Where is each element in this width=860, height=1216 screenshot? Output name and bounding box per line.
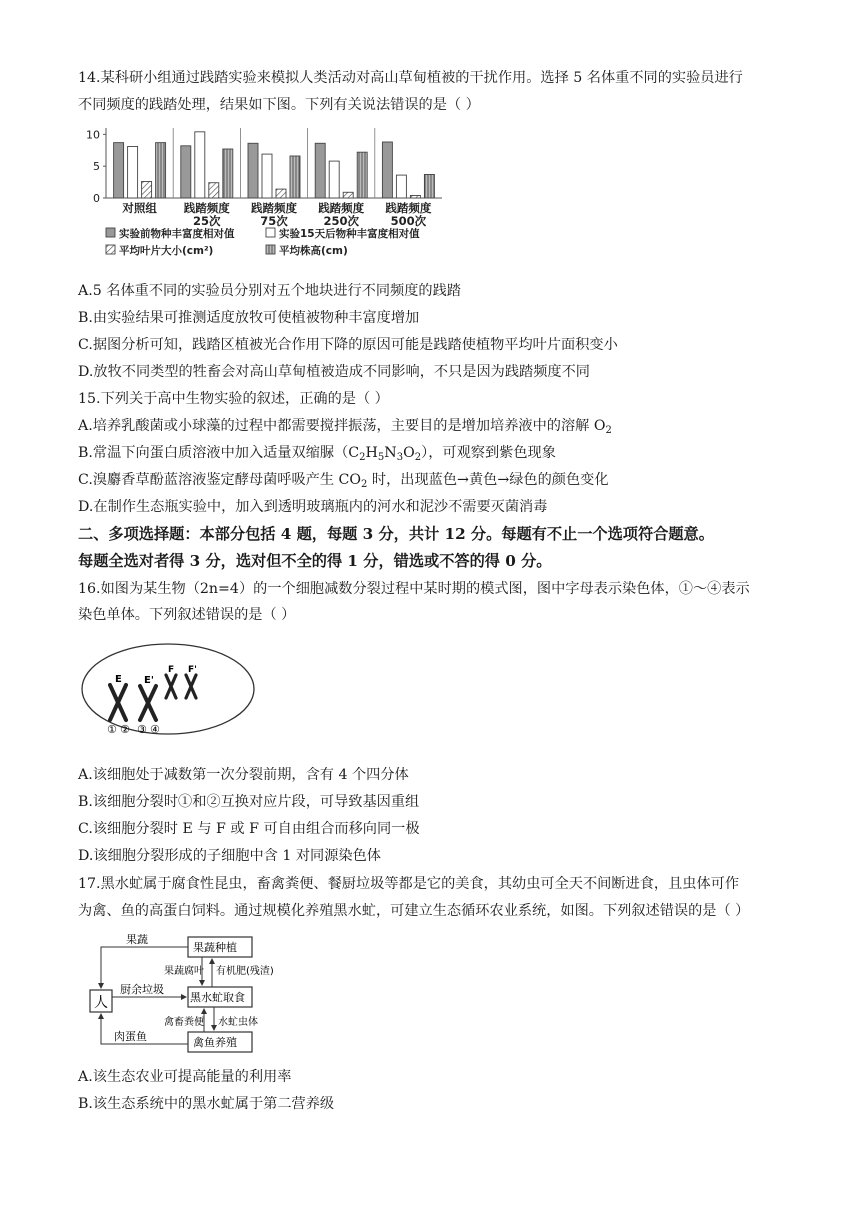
bar-hatch bbox=[410, 195, 420, 198]
planting-label: 果蔬种植 bbox=[193, 941, 237, 954]
q14-option-b: B.由实验结果可推测适度放牧可使植被物种丰富度增加 bbox=[78, 310, 420, 326]
legend-swatch bbox=[106, 228, 115, 237]
legend-label: 实验15天后物种丰富度相对值 bbox=[279, 228, 420, 240]
q15-b-m3: O bbox=[403, 445, 415, 461]
bar-hatch bbox=[142, 181, 152, 198]
lbl-meat: 肉蛋鱼 bbox=[114, 1030, 147, 1043]
label-f-prime: F' bbox=[188, 665, 197, 675]
y-tick-label: 0 bbox=[93, 192, 100, 205]
q14-option-a: A.5 名体重不同的实验员分别对五个地块进行不同频度的践踏 bbox=[78, 283, 461, 299]
bar-hatch bbox=[276, 189, 286, 198]
lbl-fertilizer: 有机肥(残渣) bbox=[216, 966, 274, 977]
lbl-larvae: 水虻虫体 bbox=[218, 1017, 258, 1028]
group-label-line2: 500次 bbox=[390, 214, 427, 228]
group-label-line2: 250次 bbox=[323, 214, 359, 228]
q17-stem-line1: 17.黑水虻属于腐食性昆虫，畜禽粪便、餐厨垃圾等都是它的美食，其幼虫可全天不间断进食，且虫体可作 bbox=[78, 876, 740, 892]
bsf-label: 黑水虻取食 bbox=[190, 991, 245, 1004]
q15-b-s4: 2 bbox=[414, 452, 422, 463]
bar-vstripe bbox=[290, 156, 300, 198]
q15-b-m2: N bbox=[384, 445, 397, 461]
lbl-veg: 果蔬 bbox=[126, 933, 148, 946]
label-chromatid-4: ④ bbox=[150, 723, 160, 736]
q17-diagram-svg bbox=[84, 932, 274, 1056]
group-label-line2: 25次 bbox=[193, 214, 221, 228]
q14-chart-svg bbox=[82, 124, 452, 264]
bar-gray bbox=[315, 143, 325, 198]
cell-membrane bbox=[82, 644, 254, 734]
group-label-line1: 践踏频度 bbox=[251, 201, 297, 215]
q16-option-b: B.该细胞分裂时①和②互换对应片段，可导致基因重组 bbox=[78, 794, 420, 810]
legend-swatch bbox=[266, 245, 275, 254]
bar-gray bbox=[181, 146, 191, 198]
label-e-prime: E' bbox=[144, 675, 154, 686]
q15-b-pre: B.常温下向蛋白质溶液中加入适量双缩脲（C bbox=[78, 445, 360, 461]
legend-label: 平均叶片大小(cm²) bbox=[119, 245, 214, 257]
q14-option-c: C.据图分析可知，践踏区植被光合作用下降的原因可能是践踏使植物平均叶片面积变小 bbox=[78, 337, 618, 353]
group-label-line1: 践踏频度 bbox=[385, 201, 432, 215]
q17-option-a: A.该生态农业可提高能量的利用率 bbox=[78, 1069, 292, 1085]
bar-vstripe bbox=[424, 174, 434, 198]
section2-heading-line1: 二、多项选择题：本部分包括 4 题，每题 3 分，共计 12 分。每题有不止一个选项符合题意。 bbox=[78, 525, 714, 543]
q16-cell-svg bbox=[80, 640, 260, 740]
q15-b-s3: 3 bbox=[396, 452, 404, 463]
legend-swatch bbox=[266, 228, 275, 237]
q16-cell-diagram bbox=[80, 640, 260, 740]
legend-label: 平均株高(cm) bbox=[279, 245, 348, 257]
q15-c-sub: 2 bbox=[361, 479, 368, 490]
bar-white bbox=[195, 132, 205, 198]
bar-white bbox=[262, 154, 272, 198]
q15-b-post: ），可观察到紫色现象 bbox=[421, 445, 556, 461]
bar-gray bbox=[248, 143, 258, 198]
q15-a-text: A.培养乳酸菌或小球藻的过程中都需要搅拌振荡，主要目的是增加培养液中的溶解 O bbox=[78, 418, 606, 434]
q16-option-c: C.该细胞分裂时 E 与 F 或 F 可自由组合而移向同一极 bbox=[78, 821, 420, 837]
q14-bar-chart bbox=[82, 124, 452, 264]
bar-vstripe bbox=[223, 149, 233, 198]
q15-option-a bbox=[78, 416, 612, 436]
q15-option-c bbox=[78, 470, 609, 490]
q15-stem: 15.下列关于高中生物实验的叙述，正确的是（ ） bbox=[78, 391, 389, 407]
label-e: E bbox=[115, 674, 122, 685]
q14-option-d: D.放牧不同类型的牲畜会对高山草甸植被造成不同影响，不只是因为践踏频度不同 bbox=[78, 364, 590, 380]
lbl-rotten: 果蔬腐叶 bbox=[164, 966, 204, 977]
q15-option-b bbox=[78, 443, 556, 463]
q16-stem-line2: 染色单体。下列叙述错误的是（ ） bbox=[78, 607, 296, 623]
chromosome-e bbox=[110, 685, 126, 720]
q15-b-s1: 2 bbox=[359, 452, 366, 463]
q15-option-d: D.在制作生态瓶实验中，加入到透明玻璃瓶内的河水和泥沙不需要灭菌消毒 bbox=[78, 499, 548, 515]
group-label-line1: 践踏频度 bbox=[318, 201, 365, 215]
chromosome-f-prime bbox=[186, 675, 196, 698]
bar-gray bbox=[114, 143, 124, 198]
bar-vstripe bbox=[156, 143, 166, 198]
label-chromatid-2: ② bbox=[120, 723, 130, 736]
legend-label: 实验前物种丰富度相对值 bbox=[119, 228, 235, 240]
q17-option-b: B.该生态系统中的黑水虻属于第二营养级 bbox=[78, 1096, 335, 1112]
group-label-line1: 对照组 bbox=[122, 201, 157, 215]
legend-swatch bbox=[106, 245, 115, 254]
q14-stem-line2: 不同频度的践踏处理，结果如下图。下列有关说法错误的是（ ） bbox=[78, 97, 480, 113]
bar-gray bbox=[382, 142, 392, 198]
group-label-line1: 践踏频度 bbox=[183, 201, 230, 215]
farming-label: 禽鱼养殖 bbox=[193, 1036, 237, 1049]
bar-white bbox=[396, 175, 406, 198]
q15-c-post: 时，出现蓝色→黄色→绿色的颜色变化 bbox=[367, 472, 609, 488]
q16-option-a: A.该细胞处于减数第一次分裂前期，含有 4 个四分体 bbox=[78, 767, 409, 783]
label-chromatid-1: ① bbox=[107, 723, 117, 736]
bar-hatch bbox=[343, 192, 353, 198]
lbl-kitchen: 厨余垃圾 bbox=[120, 983, 164, 996]
y-tick-label: 5 bbox=[93, 160, 100, 174]
q15-b-m1: H bbox=[365, 445, 378, 461]
q16-option-d: D.该细胞分裂形成的子细胞中含 1 对同源染色体 bbox=[78, 848, 381, 864]
bar-hatch bbox=[209, 183, 219, 198]
y-tick-label: 10 bbox=[86, 128, 100, 142]
chromosome-f bbox=[166, 675, 176, 698]
q15-c-pre: C.溴麝香草酚蓝溶液鉴定酵母菌呼吸产生 CO bbox=[78, 472, 362, 488]
group-label-line2: 75次 bbox=[260, 214, 288, 228]
bar-vstripe bbox=[357, 152, 367, 198]
person-label: 人 bbox=[94, 995, 108, 1011]
q17-cycle-diagram bbox=[84, 932, 274, 1056]
section2-heading-line2: 每题全选对者得 3 分，选对但不全的得 1 分，错选或不答的得 0 分。 bbox=[78, 552, 552, 570]
q17-stem-line2: 为禽、鱼的高蛋白饲料。通过规模化养殖黑水虻，可建立生态循环农业系统，如图。下列叙述错误的是（ ） bbox=[78, 903, 750, 919]
chromosome-e-prime bbox=[140, 686, 156, 720]
q15-a-sub: 2 bbox=[605, 425, 612, 436]
q16-stem-line1: 16.如图为某生物（2n=4）的一个细胞减数分裂过程中某时期的模式图，图中字母表示染色体，①～④表示 bbox=[78, 581, 750, 597]
label-f: F bbox=[168, 665, 175, 675]
lbl-manure: 禽畜粪便 bbox=[164, 1017, 204, 1028]
q14-stem-line1: 14.某科研小组通过践踏实验来模拟人类活动对高山草甸植被的干扰作用。选择 5 名体重不同的实验员进行 bbox=[78, 70, 743, 86]
q15-b-s2: 5 bbox=[377, 452, 385, 463]
bar-white bbox=[329, 161, 339, 198]
bar-white bbox=[128, 146, 138, 198]
label-chromatid-3: ③ bbox=[137, 723, 147, 736]
